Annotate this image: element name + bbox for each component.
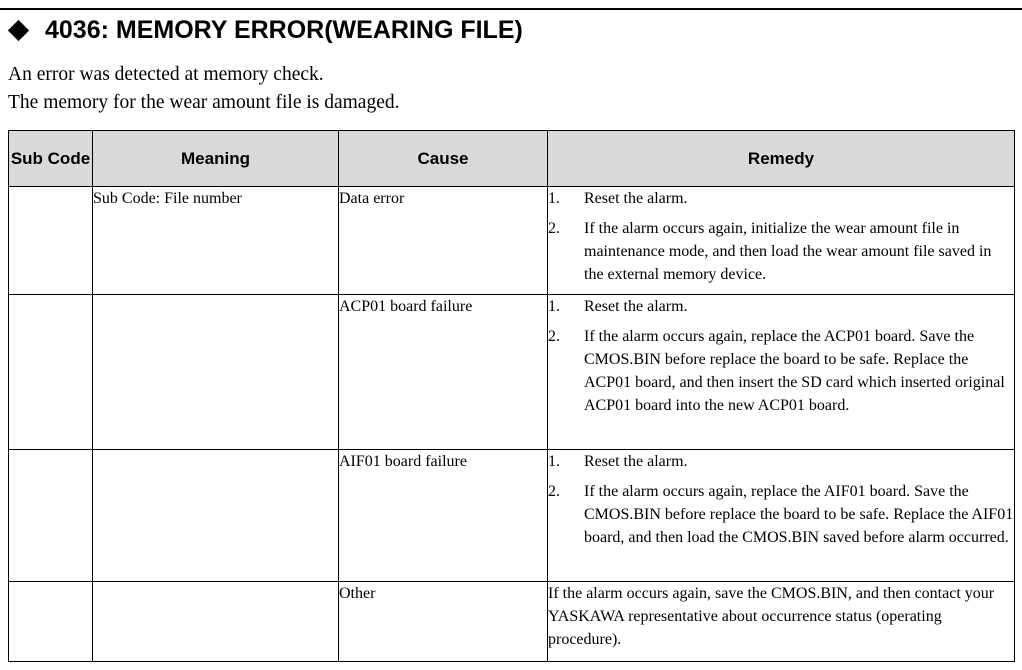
- remedy-cell: [548, 187, 1015, 295]
- remedy-steps: [548, 450, 1014, 549]
- table-header-row: [9, 131, 1015, 187]
- table-row: [9, 187, 1015, 295]
- step-number: 2.: [548, 483, 560, 500]
- cause-cell: ACP01 board failure: [339, 295, 548, 450]
- step-number: 1.: [548, 453, 560, 470]
- table-row: [9, 582, 1015, 662]
- remedy-step: [548, 450, 1014, 473]
- cause-cell: AIF01 board failure: [339, 450, 548, 582]
- error-table: [8, 130, 1015, 662]
- intro-line-1: An error was detected at memory check.: [8, 64, 324, 85]
- remedy-step: [548, 325, 1014, 417]
- step-text: If the alarm occurs again, replace the ACP01 board. Save the CMOS.BIN before replace the board to be safe. Replace the ACP01 board, and then insert the SD card which inserted original ACP01 board into the new ACP01 board.: [584, 328, 1005, 414]
- remedy-steps: [548, 187, 1014, 286]
- remedy-step: [548, 480, 1014, 549]
- step-number: 2.: [548, 328, 560, 345]
- step-text: Reset the alarm.: [584, 298, 688, 315]
- remedy-steps: [548, 295, 1014, 417]
- step-text: Reset the alarm.: [584, 453, 688, 470]
- remedy-step: [548, 217, 1014, 286]
- meaning-cell: [93, 295, 339, 450]
- header-meaning: Meaning: [93, 131, 339, 187]
- step-number: 1.: [548, 298, 560, 315]
- remedy-cell: [548, 295, 1015, 450]
- sub-code-cell: [9, 450, 93, 582]
- cause-cell: Data error: [339, 187, 548, 295]
- step-text: If the alarm occurs again, initialize the wear amount file in maintenance mode, and then load the wear amount file saved in the external memory device.: [584, 220, 992, 283]
- intro-text: [8, 61, 400, 117]
- header-cause: Cause: [339, 131, 548, 187]
- remedy-cell: [548, 450, 1015, 582]
- intro-line-2: The memory for the wear amount file is damaged.: [8, 92, 400, 113]
- cause-cell: Other: [339, 582, 548, 662]
- section-title-text: 4036: MEMORY ERROR(WEARING FILE): [45, 16, 523, 44]
- meaning-cell: [93, 450, 339, 582]
- section-title: [7, 15, 523, 45]
- meaning-cell: [93, 582, 339, 662]
- step-number: 1.: [548, 190, 560, 207]
- sub-code-cell: [9, 295, 93, 450]
- header-remedy: Remedy: [548, 131, 1015, 187]
- step-number: 2.: [548, 220, 560, 237]
- sub-code-cell: [9, 187, 93, 295]
- sub-code-cell: [9, 582, 93, 662]
- table-row: [9, 295, 1015, 450]
- remedy-cell: If the alarm occurs again, save the CMOS.BIN, and then contact your YASKAWA representative about occurrence status (operating procedure).: [548, 582, 1015, 662]
- step-text: If the alarm occurs again, replace the AIF01 board. Save the CMOS.BIN before replace the board to be safe. Replace the AIF01 board, and then load the CMOS.BIN saved before alarm occurred.: [584, 483, 1014, 546]
- remedy-step: [548, 295, 1014, 318]
- header-sub-code: Sub Code: [9, 131, 93, 187]
- step-text: Reset the alarm.: [584, 190, 688, 207]
- title-rule: [0, 8, 1022, 10]
- remedy-step: [548, 187, 1014, 210]
- meaning-cell: Sub Code: File number: [93, 187, 339, 295]
- diamond-bullet-icon: [8, 19, 29, 40]
- table-row: [9, 450, 1015, 582]
